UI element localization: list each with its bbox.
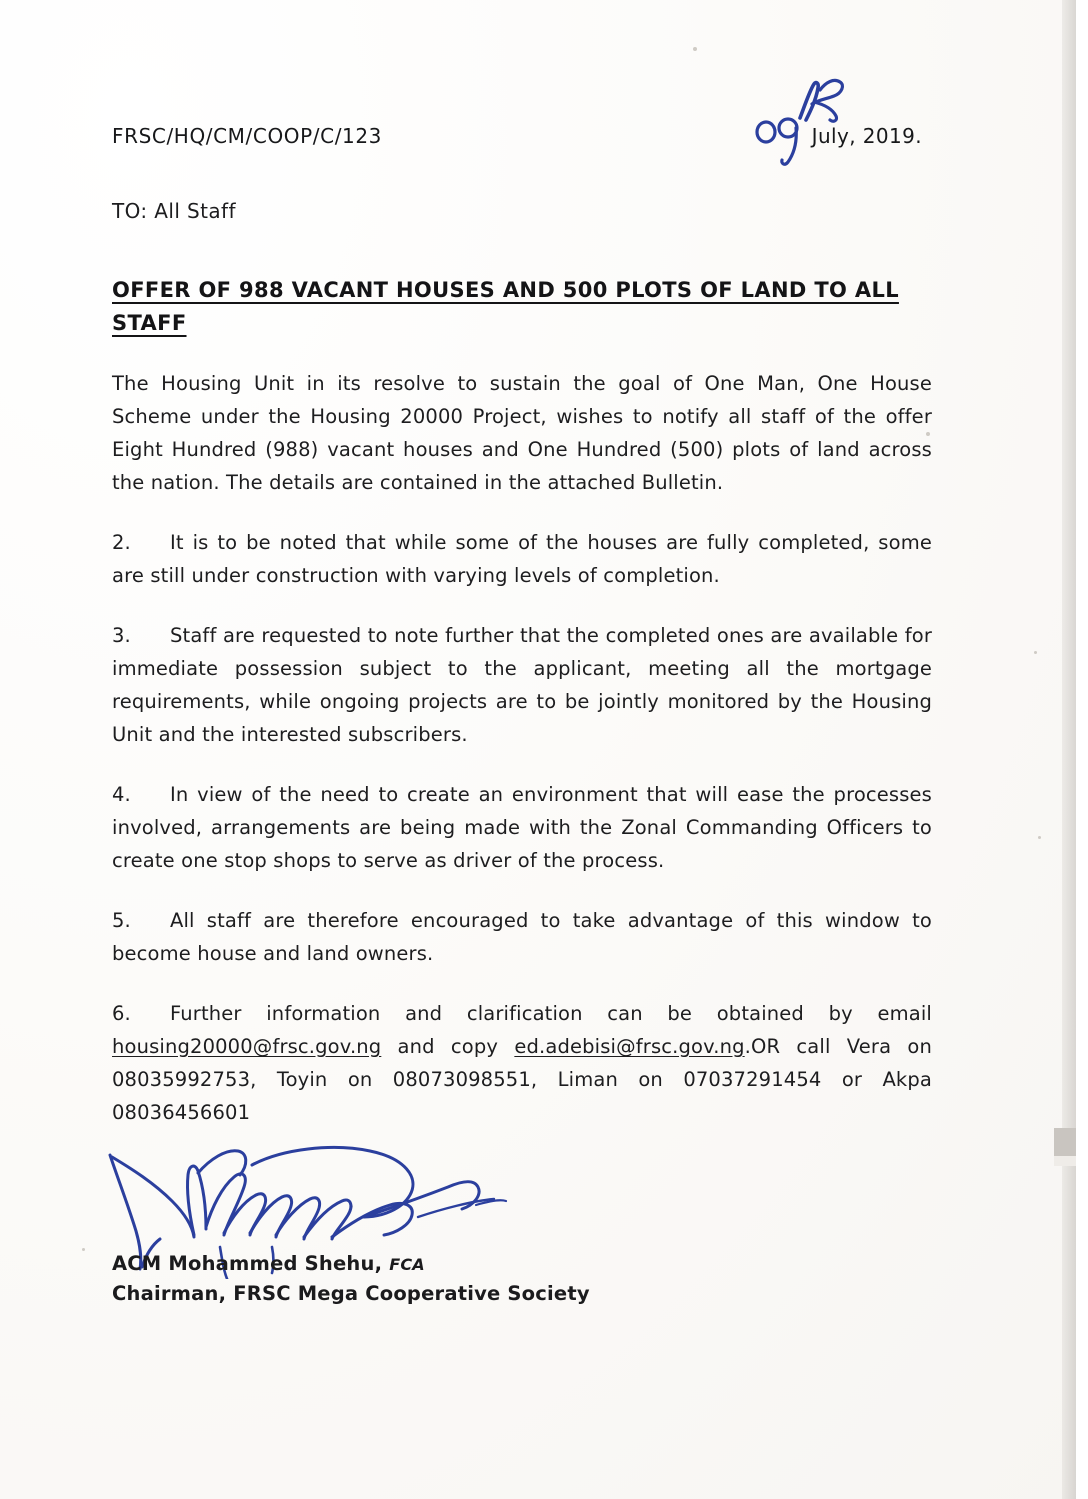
paragraph-5-text: All staff are therefore encouraged to take advantage of this window to become house and land owners.	[112, 909, 932, 965]
paragraph-5-number: 5.	[112, 909, 131, 932]
date-block	[754, 120, 922, 153]
paragraph-6-middle: and copy	[381, 1035, 515, 1058]
paragraph-3	[112, 619, 932, 751]
paragraph-2-number: 2.	[112, 531, 131, 554]
signatory-name-text: ACM Mohammed Shehu,	[112, 1252, 383, 1275]
paragraph-4-number: 4.	[112, 783, 131, 806]
paragraph-3-number: 3.	[112, 624, 131, 647]
signatory-credential: FCA	[389, 1255, 425, 1274]
paragraph-1-text: The Housing Unit in its resolve to sustain the goal of One Man, One House Scheme under the Housing 20000 Project, wishes to notify all staff of the offer Eight Hundred (988) vacant houses and One Hundred (500) plots of land across the nation. The details are contained in the attached Bulletin.	[112, 372, 932, 494]
signatory-name	[112, 1247, 425, 1281]
paragraph-4-text: In view of the need to create an environment that will ease the processes involved, arrangements are being made with the Zonal Commanding Officers to create one stop shops to serve as driver of the process.	[112, 783, 932, 872]
paragraph-6-number: 6.	[112, 1002, 131, 1025]
date-text: July, 2019.	[811, 124, 922, 148]
paragraph-4	[112, 778, 932, 877]
scan-edge-mark	[1054, 1128, 1076, 1156]
handwritten-date-ink	[748, 74, 858, 166]
email-primary-link[interactable]: housing20000@frsc.gov.ng	[112, 1035, 382, 1058]
letter-header	[112, 120, 932, 153]
scan-speck	[82, 1248, 85, 1251]
scan-speck	[1038, 836, 1041, 839]
email-secondary-link[interactable]: ed.adebisi@frsc.gov.ng	[514, 1035, 745, 1058]
scan-speck	[1034, 651, 1037, 654]
paragraph-2-text: It is to be noted that while some of the houses are fully completed, some are still under construction with varying levels of completion.	[112, 531, 932, 587]
paragraph-3-text: Staff are requested to note further that the completed ones are available for immediate possession subject to the applicant, meeting all the mortgage requirements, while ongoing projects are to be jointly monitored by the Housing Unit and the interested subscribers.	[112, 624, 932, 746]
paragraph-6-contact	[112, 997, 932, 1129]
document-body	[112, 120, 932, 1305]
paragraph-5	[112, 904, 932, 970]
scan-speck	[693, 47, 697, 51]
recipient-line: TO: All Staff	[112, 199, 236, 223]
subject-title: OFFER OF 988 VACANT HOUSES AND 500 PLOTS OF LAND TO ALL STAFF	[112, 278, 899, 335]
scan-edge-mark-secondary	[1054, 1156, 1076, 1166]
paragraph-6-tail: .OR call Vera on 08035992753, Toyin on 08073098551, Liman on 07037291454 or Akpa 08036456601	[112, 1035, 932, 1124]
signature-block	[112, 1147, 932, 1305]
paragraph-2	[112, 526, 932, 592]
signatory-title: Chairman, FRSC Mega Cooperative Society	[112, 1282, 590, 1305]
reference-number: FRSC/HQ/CM/COOP/C/123	[112, 124, 383, 148]
scan-edge-white	[1076, 0, 1088, 1499]
paragraph-6-lead: Further information and clarification can be obtained by email	[170, 1002, 932, 1025]
paragraph-1	[112, 367, 932, 499]
